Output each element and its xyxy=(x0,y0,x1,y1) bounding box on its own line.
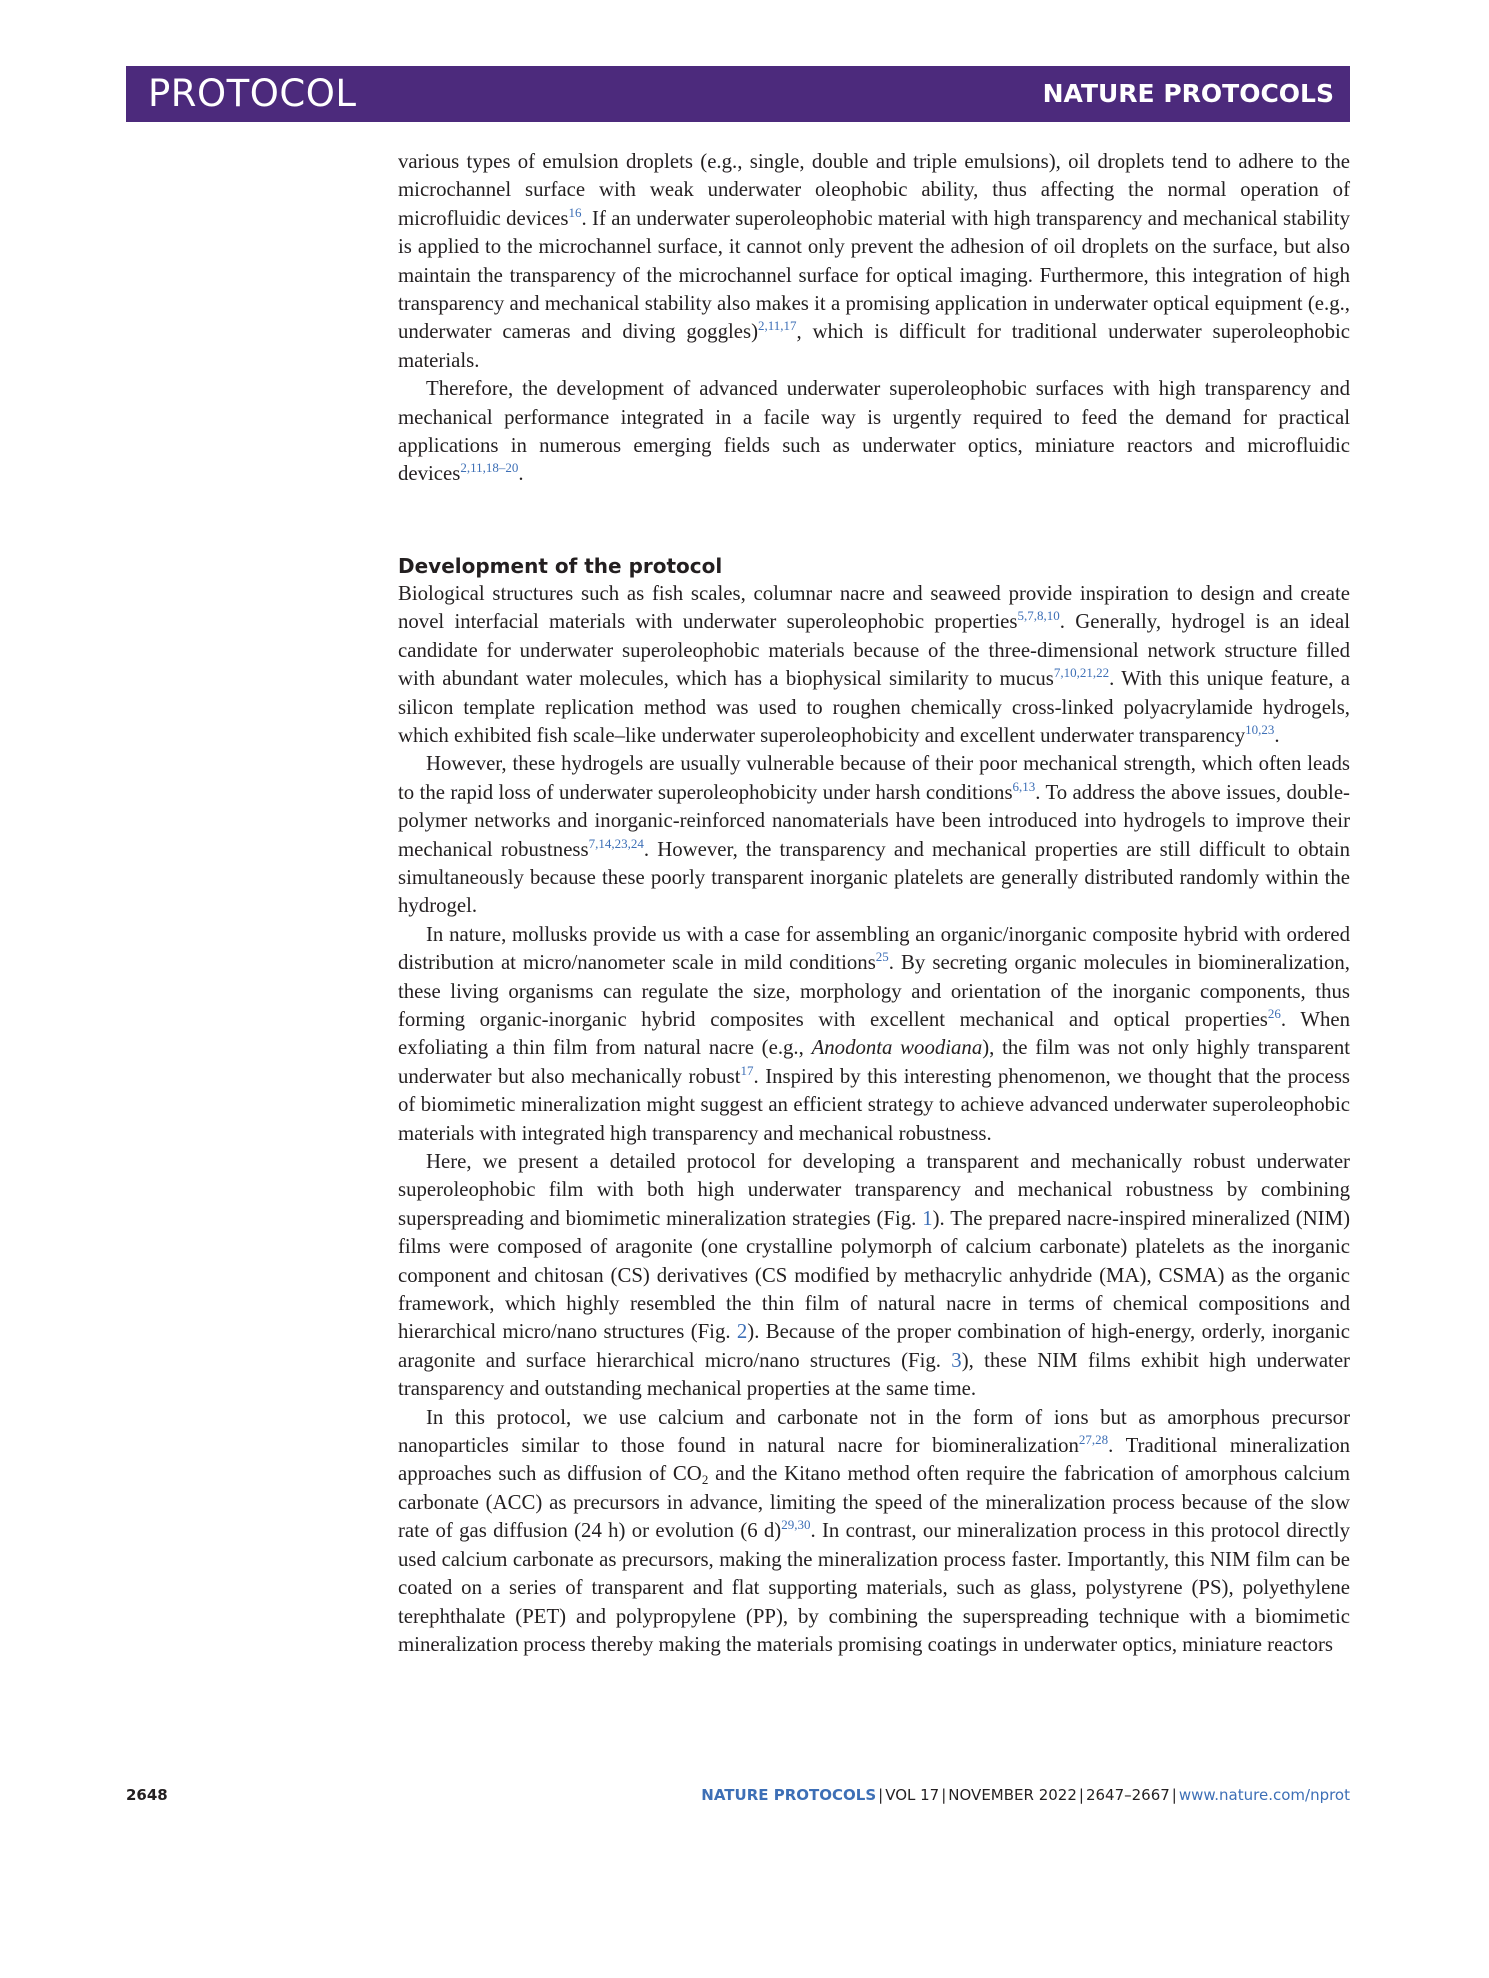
footer-pages: 2647–2667 xyxy=(1085,1786,1170,1804)
paragraph: Therefore, the development of advanced underwater superoleophobic surfaces with high transparency and mechanical performance integrated in a facile way is urgently required to feed the demand for practical applications in numerous emerging fields such as underwater optics, miniature reactors and microfluidic devices$^{2,11,18-20}$. xyxy=(398,377,1350,486)
figure-link[interactable]: 1 xyxy=(922,1206,933,1230)
page-header xyxy=(126,66,1350,122)
paragraph: In this protocol, we use calcium and carbonate not in the form of ions but as amorphous precursor nanoparticles similar to those found in natural nacre for biomineralization$^{27,28}$. Traditional mineralization approaches such as diffusion of $CO_2$ and the Kitano method often require the fabrication of amorphous calcium carbonate (ACC) as precursors in advance, limiting the speed of the mineralization process because of the slow rate of gas diffusion (24 h) or evolution (6 d)$^{29,30}$. In contrast, our mineralization process in this protocol directly used calcium carbonate as precursors, making the mineralization process faster. Importantly, this NIM film can be coated on a series of transparent and flat supporting materials, such as glass, polystyrene (PS), polyethylene terephthalate (PET) and polypropylene (PP), by combining the superspreading technique with a biomimetic mineralization process thereby making the materials promising coatings in underwater optics, miniature reactors xyxy=(398,1405,1351,1656)
figure-link[interactable]: 3 xyxy=(951,1348,962,1372)
footer-url-link[interactable]: www.nature.com/nprot xyxy=(1178,1786,1350,1804)
figure-link[interactable]: 2 xyxy=(736,1320,748,1344)
footer-citation: NATURE PROTOCOLS | VOL 17 | NOVEMBER 2022 | 2647–2667 | www.nature.com/nprot xyxy=(701,1786,1350,1804)
journal-name: NATURE PROTOCOLS xyxy=(1042,79,1334,108)
paragraph: In nature, mollusks provide us with a case for assembling an organic/inorganic composite hybrid with ordered distribution at micro/nanometer scale in mild conditions$^{25}$. By secreting organic molecules in biomineralization, these living organisms can regulate the size, morphology and orientation of the inorganic components, thus forming organic-inorganic hybrid composites with excellent mechanical and optical properties$^{26}$. When exfoliating a thin film from natural nacre (e.g., Anodonta woodiana), the film was not only highly transparent underwater but also mechanically robust$^{17}$. Inspired by this interesting phenomenon, we thought that the process of biomimetic mineralization might suggest an efficient strategy to achieve advanced underwater superoleophobic materials with integrated high transparency and mechanical robustness. xyxy=(398,922,1350,1145)
footer-date: NOVEMBER 2022 xyxy=(948,1786,1077,1804)
citation[interactable]: 27,28 xyxy=(1078,1432,1109,1448)
citation[interactable]: 5,7,8,10 xyxy=(1017,608,1060,624)
article-body xyxy=(398,148,1350,1659)
citation[interactable]: 16 xyxy=(568,204,582,220)
footer-journal: NATURE PROTOCOLS xyxy=(701,1786,877,1804)
page-number: 2648 xyxy=(126,1786,168,1804)
citation[interactable]: 7,14,23,24 xyxy=(588,835,644,851)
paragraph: Biological structures such as fish scales, columnar nacre and seaweed provide inspiration to design and create novel interfacial materials with underwater superoleophobic properties$^{5,7,8,10}$. Generally, hydrogel is an ideal candidate for underwater superoleophobic materials because of the three-dimensional network structure filled with abundant water molecules, which has a biophysical similarity to mucus$^{7,10,21,22}$. With this unique feature, a silicon template replication method was used to roughen chemically cross-linked polyacrylamide hydrogels, which exhibited fish scale–like underwater superoleophobicity and excellent underwater transparency$^{10,23}$. xyxy=(398,581,1350,747)
paragraph: However, these hydrogels are usually vulnerable because of their poor mechanical strength, which often leads to the rapid loss of underwater superoleophobicity under harsh conditions$^{6,13}$. To address the above issues, double-polymer networks and inorganic-reinforced nanomaterials have been introduced into hydrogels to improve their mechanical robustness$^{7,14,23,24}$. However, the transparency and mechanical properties are still difficult to obtain simultaneously because these poorly transparent inorganic platelets are generally distributed randomly within the hydrogel. xyxy=(398,752,1350,918)
subscript: 2 xyxy=(701,1472,709,1488)
citation[interactable]: 10,23 xyxy=(1245,721,1275,737)
footer-volume: VOL 17 xyxy=(885,1786,940,1804)
citation[interactable]: 6,13 xyxy=(1012,778,1036,794)
citation[interactable]: 26 xyxy=(1267,1005,1281,1021)
paragraph: Here, we present a detailed protocol for developing a transparent and mechanically robust underwater superoleophobic film with both high underwater transparency and mechanical robustness by combining superspreading and biomimetic mineralization strategies (Fig. 1). The prepared nacre-inspired mineralized (NIM) films were composed of aragonite (one crystalline polymorph of calcium carbonate) platelets as the inorganic component and chitosan (CS) derivatives (CS modified by methacrylic anhydride (MA), CSMA) as the organic framework, which highly resembled the thin film of natural nacre in terms of chemical compositions and hierarchical micro/nano structures (Fig. 2). Because of the proper combination of high-energy, orderly, inorganic aragonite and surface hierarchical micro/nano structures (Fig. 3), these NIM films exhibit high underwater transparency and outstanding mechanical properties at the same time. xyxy=(398,1150,1351,1401)
section-heading: Development of the protocol xyxy=(398,553,723,578)
paragraph: various types of emulsion droplets (e.g., single, double and triple emulsions), oil droplets tend to adhere to the microchannel surface with weak underwater oleophobic ability, thus affecting the normal operation of microfluidic devices$^{16}$. If an underwater superoleophobic material with high transparency and mechanical stability is applied to the microchannel surface, it cannot only prevent the adhesion of oil droplets on the surface, but also maintain the transparency of the microchannel surface for optical imaging. Furthermore, this integration of high transparency and mechanical stability also makes it a promising application in underwater optical equipment (e.g., underwater cameras and diving goggles)$^{2,11,17}$, which is difficult for traditional underwater superoleophobic materials. xyxy=(398,150,1351,372)
citation[interactable]: 17 xyxy=(740,1062,754,1078)
citation[interactable]: 2,11,17 xyxy=(758,318,797,334)
citation[interactable]: 7,10,21,22 xyxy=(1053,665,1110,681)
section-label: PROTOCOL xyxy=(148,72,357,115)
species-name: Anodonta woodiana xyxy=(811,1036,983,1060)
citation[interactable]: 2,11,18–20 xyxy=(460,460,519,476)
citation[interactable]: 29,30 xyxy=(781,1517,811,1533)
citation[interactable]: 25 xyxy=(875,949,889,965)
